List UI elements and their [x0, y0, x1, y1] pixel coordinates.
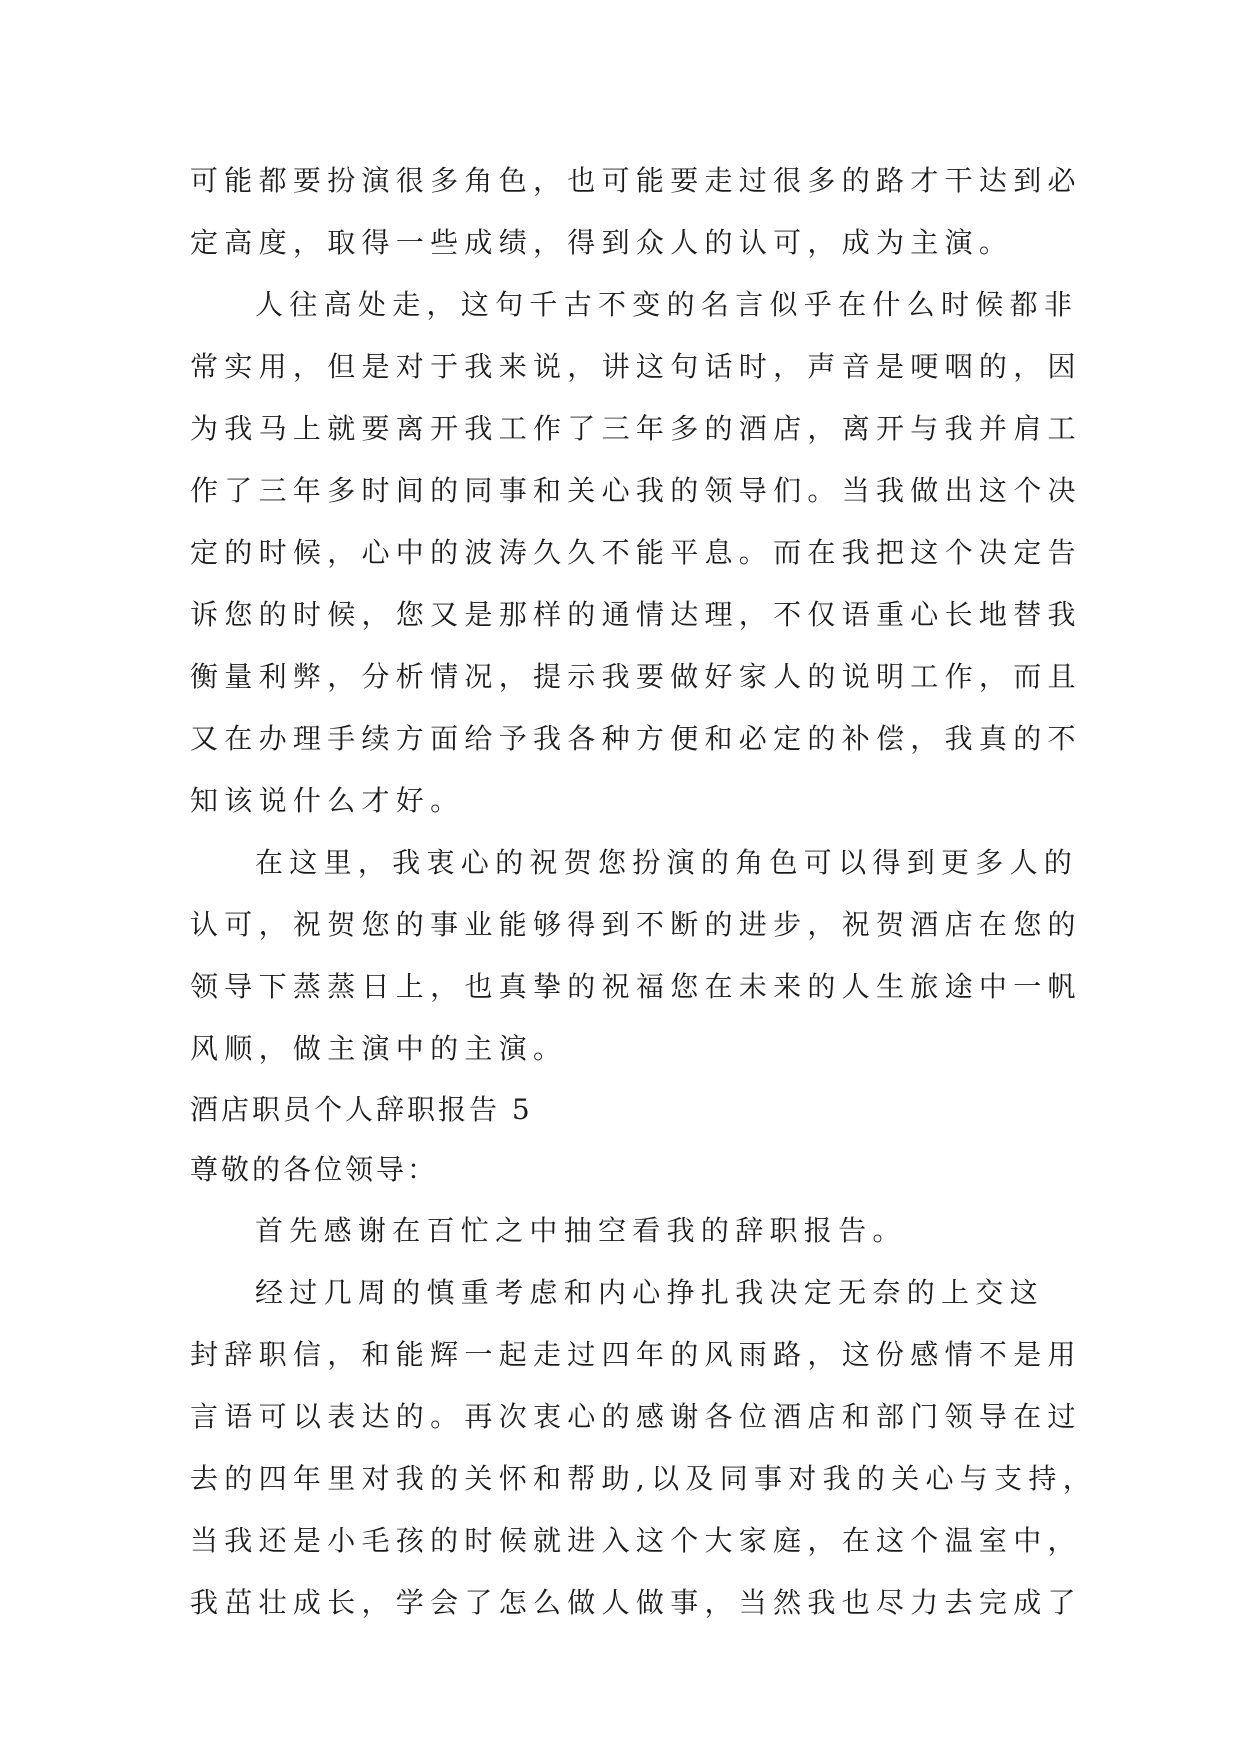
- paragraph: [190, 1200, 1055, 1262]
- text-line: 又在办理手续方面给予我各种方便和必定的补偿，我真的不: [190, 722, 1082, 755]
- text-line: 知该说什么才好。: [190, 784, 465, 817]
- text-line: 常实用，但是对于我来说，讲这句话时，声音是哽咽的，因: [190, 350, 1082, 383]
- text-line: 为我马上就要离开我工作了三年多的酒店，离开与我并肩工: [190, 412, 1082, 445]
- text-line: 在这里，我衷心的祝贺您扮演的角色可以得到更多人的: [255, 846, 1079, 879]
- text-line: 风顺，做主演中的主演。: [190, 1032, 568, 1065]
- text-line: 封辞职信，和能辉一起走过四年的风雨路，这份感情不是用: [190, 1338, 1082, 1371]
- paragraph: [190, 274, 1082, 832]
- text-line: 人往高处走，这句千古不变的名言似乎在什么时候都非: [255, 288, 1079, 321]
- text-line: 衡量利弊，分析情况，提示我要做好家人的说明工作，而且: [190, 660, 1082, 693]
- text-line: 经过几周的慎重考虑和内心挣扎我决定无奈的上交这: [255, 1276, 1044, 1309]
- text-line: 作了三年多时间的同事和关心我的领导们。当我做出这个决: [190, 474, 1082, 507]
- text-line: 当我还是小毛孩的时候就进入这个大家庭，在这个温室中，: [190, 1524, 1082, 1557]
- text-line: 领导下蒸蒸日上，也真挚的祝福您在未来的人生旅途中一帆: [190, 970, 1082, 1003]
- text-line: 我茁壮成长，学会了怎么做人做事，当然我也尽力去完成了: [190, 1586, 1082, 1619]
- text-line: 定的时候，心中的波涛久久不能平息。而在我把这个决定告: [190, 536, 1082, 569]
- text-line: 可能都要扮演很多角色，也可能要走过很多的路才干达到必: [190, 164, 1082, 197]
- paragraph: [190, 832, 1082, 1080]
- text-line: 定高度，取得一些成绩，得到众人的认可，成为主演。: [190, 226, 1014, 259]
- document-body: [190, 150, 1098, 1634]
- salutation-text: 尊敬的各位领导：: [190, 1153, 439, 1186]
- paragraph-continuation: [190, 150, 1082, 274]
- text-line: 首先感谢在百忙之中抽空看我的辞职报告。: [255, 1214, 907, 1247]
- text-line: 认可，祝贺您的事业能够得到不断的进步，祝贺酒店在您的: [190, 908, 1082, 941]
- heading-title: 酒店职员个人辞职报告 5: [190, 1093, 533, 1126]
- text-line: 去的四年里对我的关怀和帮助,以及同事对我的关心与支持，: [190, 1462, 1098, 1495]
- paragraph: [190, 1262, 1098, 1634]
- salutation: [190, 1140, 1055, 1200]
- text-line: 言语可以表达的。再次衷心的感谢各位酒店和部门领导在过: [190, 1400, 1082, 1433]
- text-line: 诉您的时候，您又是那样的通情达理，不仅语重心长地替我: [190, 598, 1082, 631]
- section-heading: [190, 1080, 1055, 1140]
